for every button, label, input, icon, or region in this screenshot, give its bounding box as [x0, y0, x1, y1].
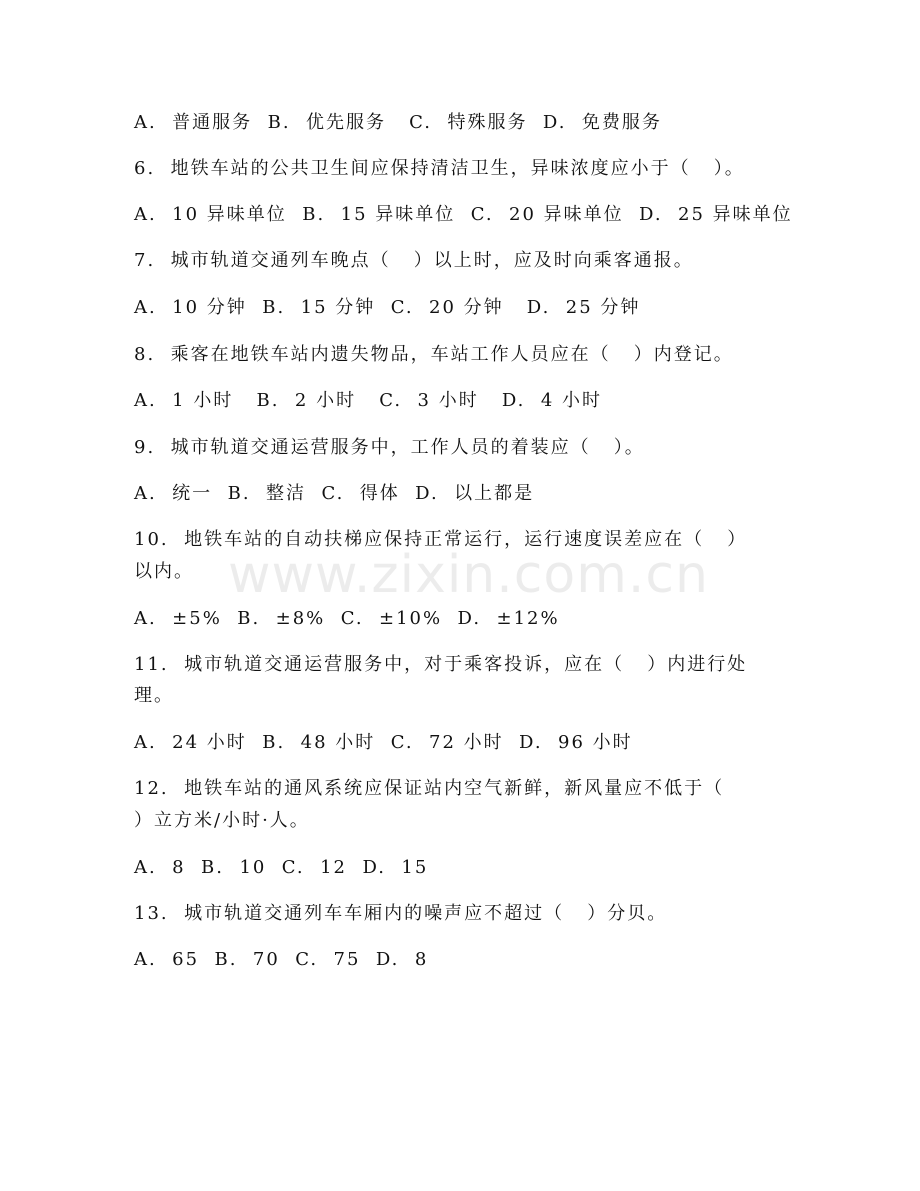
question-12-line-2: ）立方米/小时·人。: [134, 810, 310, 831]
question-10-line-1: 10. 地铁车站的自动扶梯应保持正常运行，运行速度误差应在（ ）: [134, 529, 748, 550]
options-line-q10: A. ±5% B. ±8% C. ±10% D. ±12%: [134, 608, 560, 629]
options-line-q8: A. 1 小时 B. 2 小时 C. 3 小时 D. 4 小时: [134, 390, 602, 411]
options-line-q5: A. 普通服务 B. 优先服务 C. 特殊服务 D. 免费服务: [134, 112, 662, 133]
question-8: 8. 乘客在地铁车站内遗失物品，车站工作人员应在（ ）内登记。: [134, 344, 734, 365]
options-line-q9: A. 统一 B. 整洁 C. 得体 D. 以上都是: [134, 483, 535, 504]
question-9: 9. 城市轨道交通运营服务中，工作人员的着装应（ ）。: [134, 437, 645, 458]
options-line-q12: A. 8 B. 10 C. 12 D. 15: [134, 857, 429, 878]
options-line-q6: A. 10 异味单位 B. 15 异味单位 C. 20 异味单位 D. 25 异味单位: [134, 204, 793, 225]
question-11-line-2: 理。: [134, 685, 174, 706]
question-6: 6. 地铁车站的公共卫生间应保持清洁卫生，异味浓度应小于（ ）。: [134, 158, 745, 179]
question-12-line-1: 12. 地铁车站的通风系统应保证站内空气新鲜，新风量应不低于（: [134, 778, 725, 799]
question-13: 13. 城市轨道交通列车车厢内的噪声应不超过（ ）分贝。: [134, 903, 668, 924]
options-line-q11: A. 24 小时 B. 48 小时 C. 72 小时 D. 96 小时: [134, 732, 633, 753]
question-11-line-1: 11. 城市轨道交通运营服务中，对于乘客投诉，应在（ ）内进行处: [134, 654, 748, 675]
watermark-text: www.zixin.com.cn: [228, 545, 709, 605]
question-7: 7. 城市轨道交通列车晚点（ ）以上时，应及时向乘客通报。: [134, 250, 694, 271]
question-10-line-2: 以内。: [134, 561, 194, 582]
options-line-q7: A. 10 分钟 B. 15 分钟 C. 20 分钟 D. 25 分钟: [134, 297, 641, 318]
options-line-q13: A. 65 B. 70 C. 75 D. 8: [134, 949, 429, 970]
